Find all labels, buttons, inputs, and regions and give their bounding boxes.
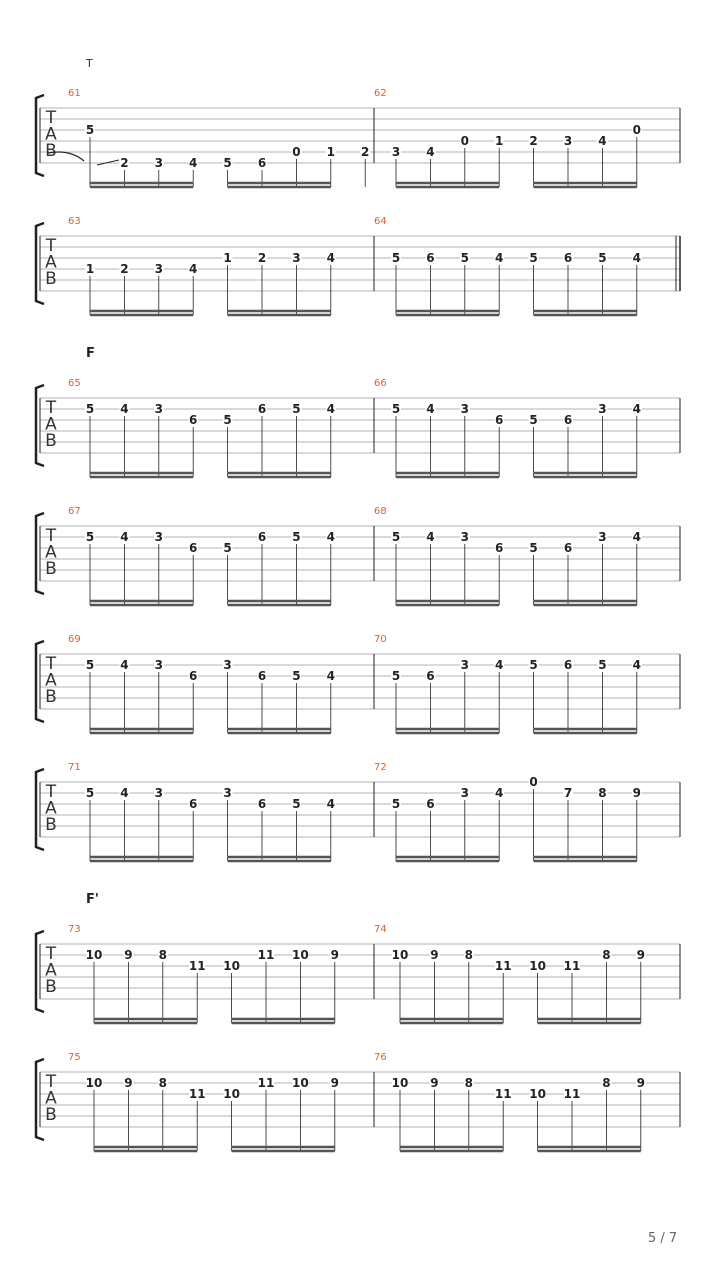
measure-number: 66	[374, 378, 387, 389]
fret-number: 5	[529, 658, 538, 672]
measure-number: 67	[68, 506, 81, 517]
fret-number: 4	[598, 134, 607, 148]
fret-number: 3	[460, 658, 469, 672]
fret-number: 10	[85, 948, 103, 962]
fret-number: 4	[326, 797, 335, 811]
measure-number: 72	[374, 762, 387, 773]
fret-number: 5	[598, 658, 607, 672]
fret-number: 3	[391, 145, 401, 159]
fret-number: 9	[632, 786, 641, 800]
measure-number: 71	[68, 762, 81, 773]
tab-clef-letter: T	[45, 108, 57, 128]
fret-number: 3	[154, 156, 163, 170]
fret-number: 5	[85, 123, 95, 137]
fret-number: 9	[636, 948, 645, 962]
fret-number: 9	[636, 1076, 645, 1090]
fret-number: 5	[391, 797, 401, 811]
fret-number: 5	[85, 786, 95, 800]
fret-number: 8	[602, 948, 611, 962]
fret-number: 10	[292, 948, 309, 962]
fret-number: 6	[426, 797, 435, 811]
fret-number: 5	[529, 251, 538, 265]
fret-number: 3	[292, 251, 301, 265]
fret-number: 0	[632, 123, 641, 137]
fret-number: 8	[464, 1076, 473, 1090]
section-marker: F	[86, 346, 95, 361]
fret-number: 11	[563, 1087, 581, 1101]
fret-number: 8	[158, 1076, 167, 1090]
fret-number: 4	[632, 251, 641, 265]
fret-number: 6	[495, 541, 504, 555]
tab-clef-letter: T	[45, 654, 57, 674]
measure-number: 62	[374, 88, 387, 99]
measure-number: 74	[374, 924, 387, 935]
tab-clef-letter: T	[45, 526, 57, 546]
fret-number: 1	[223, 251, 232, 265]
fret-number: 9	[330, 1076, 339, 1090]
fret-number: 6	[563, 413, 573, 427]
fret-number: 6	[189, 541, 198, 555]
fret-number: 4	[120, 530, 129, 544]
measure-number: 76	[374, 1052, 387, 1063]
fret-number: 6	[189, 669, 198, 683]
fret-number: 8	[598, 786, 607, 800]
tab-clef-letter: A	[45, 414, 57, 435]
tab-clef-letter: A	[45, 252, 57, 273]
fret-number: 10	[223, 959, 240, 973]
fret-number: 5	[391, 669, 401, 683]
fret-number: 1	[495, 134, 504, 148]
fret-number: 2	[529, 134, 538, 148]
measure-number: 70	[374, 634, 387, 645]
fret-number: 3	[154, 262, 163, 276]
fret-number: 0	[529, 775, 538, 789]
fret-number: 3	[563, 134, 573, 148]
tab-clef-letter: B	[45, 1105, 57, 1125]
fret-number: 6	[563, 251, 573, 265]
fret-number: 7	[563, 786, 573, 800]
fret-number: 4	[120, 786, 129, 800]
fret-number: 6	[257, 669, 267, 683]
tab-clef-letter: B	[45, 431, 57, 451]
fret-number: 6	[563, 541, 573, 555]
fret-number: 10	[223, 1087, 240, 1101]
fret-number: 11	[188, 1087, 206, 1101]
fret-number: 6	[563, 658, 573, 672]
fret-number: 5	[85, 402, 95, 416]
fret-number: 3	[598, 530, 607, 544]
fret-number: 10	[529, 1087, 546, 1101]
tab-clef-letter: A	[45, 798, 57, 819]
fret-number: 3	[154, 786, 163, 800]
fret-number: 5	[391, 251, 401, 265]
fret-number: 11	[494, 959, 512, 973]
fret-number: 8	[602, 1076, 611, 1090]
tab-clef-letter: A	[45, 542, 57, 563]
fret-number: 9	[124, 1076, 133, 1090]
fret-number: 4	[495, 658, 504, 672]
fret-number: 9	[330, 948, 339, 962]
slide-line	[97, 160, 119, 165]
fret-number: 10	[292, 1076, 309, 1090]
fret-number: 4	[326, 530, 335, 544]
fret-number: 0	[460, 134, 469, 148]
fret-number: 4	[326, 669, 335, 683]
measure-number: 61	[68, 88, 81, 99]
fret-number: 9	[430, 948, 439, 962]
fret-number: 3	[223, 786, 232, 800]
fret-number: 0	[292, 145, 301, 159]
measure-number: 73	[68, 924, 81, 935]
fret-number: 10	[529, 959, 546, 973]
measure-number: 75	[68, 1052, 81, 1063]
fret-number: 3	[460, 530, 469, 544]
fret-number: 5	[598, 251, 607, 265]
fret-number: 3	[598, 402, 607, 416]
tab-clef-letter: B	[45, 815, 57, 835]
fret-number: 6	[257, 156, 267, 170]
fret-number: 4	[632, 402, 641, 416]
fret-number: 2	[361, 145, 370, 159]
fret-number: 1	[326, 145, 335, 159]
fret-number: 4	[632, 658, 641, 672]
fret-number: 2	[120, 156, 129, 170]
fret-number: 3	[154, 530, 163, 544]
tab-clef-letter: T	[45, 1072, 57, 1092]
fret-number: 4	[495, 786, 504, 800]
measure-number: 65	[68, 378, 81, 389]
fret-number: 11	[257, 948, 275, 962]
fret-number: 4	[120, 658, 129, 672]
tab-clef-letter: B	[45, 559, 57, 579]
fret-number: 5	[292, 797, 301, 811]
fret-number: 5	[223, 156, 232, 170]
fret-number: 5	[292, 530, 301, 544]
fret-number: 4	[326, 251, 335, 265]
fret-number: 1	[85, 262, 95, 276]
tab-clef-letter: B	[45, 687, 57, 707]
fret-number: 9	[430, 1076, 439, 1090]
fret-number: 4	[326, 402, 335, 416]
fret-number: 4	[189, 262, 198, 276]
tab-clef-letter: A	[45, 124, 57, 145]
top-marker: T	[86, 57, 93, 70]
fret-number: 6	[257, 797, 267, 811]
fret-number: 3	[223, 658, 232, 672]
fret-number: 5	[460, 251, 469, 265]
fret-number: 2	[257, 251, 267, 265]
measure-number: 68	[374, 506, 387, 517]
fret-number: 10	[391, 1076, 409, 1090]
fret-number: 3	[154, 658, 163, 672]
fret-number: 3	[154, 402, 163, 416]
fret-number: 8	[158, 948, 167, 962]
fret-number: 6	[426, 669, 435, 683]
fret-number: 5	[223, 541, 232, 555]
tab-clef-letter: A	[45, 1088, 57, 1109]
measure-number: 64	[374, 216, 387, 227]
fret-number: 10	[85, 1076, 103, 1090]
tab-clef-letter: T	[45, 398, 57, 418]
fret-number: 6	[426, 251, 435, 265]
fret-number: 4	[426, 145, 435, 159]
fret-number: 9	[124, 948, 133, 962]
fret-number: 11	[494, 1087, 512, 1101]
tab-clef-letter: B	[45, 141, 57, 161]
fret-number: 6	[189, 797, 198, 811]
fret-number: 4	[632, 530, 641, 544]
fret-number: 5	[529, 413, 538, 427]
tab-clef-letter: A	[45, 960, 57, 981]
fret-number: 5	[85, 530, 95, 544]
fret-number: 3	[460, 786, 469, 800]
fret-number: 4	[426, 530, 435, 544]
fret-number: 4	[189, 156, 198, 170]
tab-clef-letter: T	[45, 236, 57, 256]
fret-number: 6	[257, 530, 267, 544]
fret-number: 5	[292, 669, 301, 683]
fret-number: 11	[563, 959, 581, 973]
fret-number: 8	[464, 948, 473, 962]
fret-number: 3	[460, 402, 469, 416]
fret-number: 4	[495, 251, 504, 265]
fret-number: 11	[188, 959, 206, 973]
fret-number: 2	[120, 262, 129, 276]
fret-number: 11	[257, 1076, 275, 1090]
fret-number: 6	[495, 413, 504, 427]
fret-number: 5	[391, 402, 401, 416]
fret-number: 10	[391, 948, 409, 962]
fret-number: 5	[391, 530, 401, 544]
fret-number: 5	[292, 402, 301, 416]
section-marker: F'	[86, 892, 99, 907]
tab-clef-letter: B	[45, 269, 57, 289]
tab-clef-letter: T	[45, 782, 57, 802]
tab-clef-letter: T	[45, 944, 57, 964]
page-number: 5 / 7	[648, 1231, 678, 1246]
fret-number: 5	[223, 413, 232, 427]
tab-clef-letter: B	[45, 977, 57, 997]
fret-number: 5	[529, 541, 538, 555]
fret-number: 5	[85, 658, 95, 672]
fret-number: 6	[189, 413, 198, 427]
tab-clef-letter: A	[45, 670, 57, 691]
measure-number: 63	[68, 216, 81, 227]
fret-number: 4	[120, 402, 129, 416]
fret-number: 6	[257, 402, 267, 416]
fret-number: 4	[426, 402, 435, 416]
measure-number: 69	[68, 634, 81, 645]
